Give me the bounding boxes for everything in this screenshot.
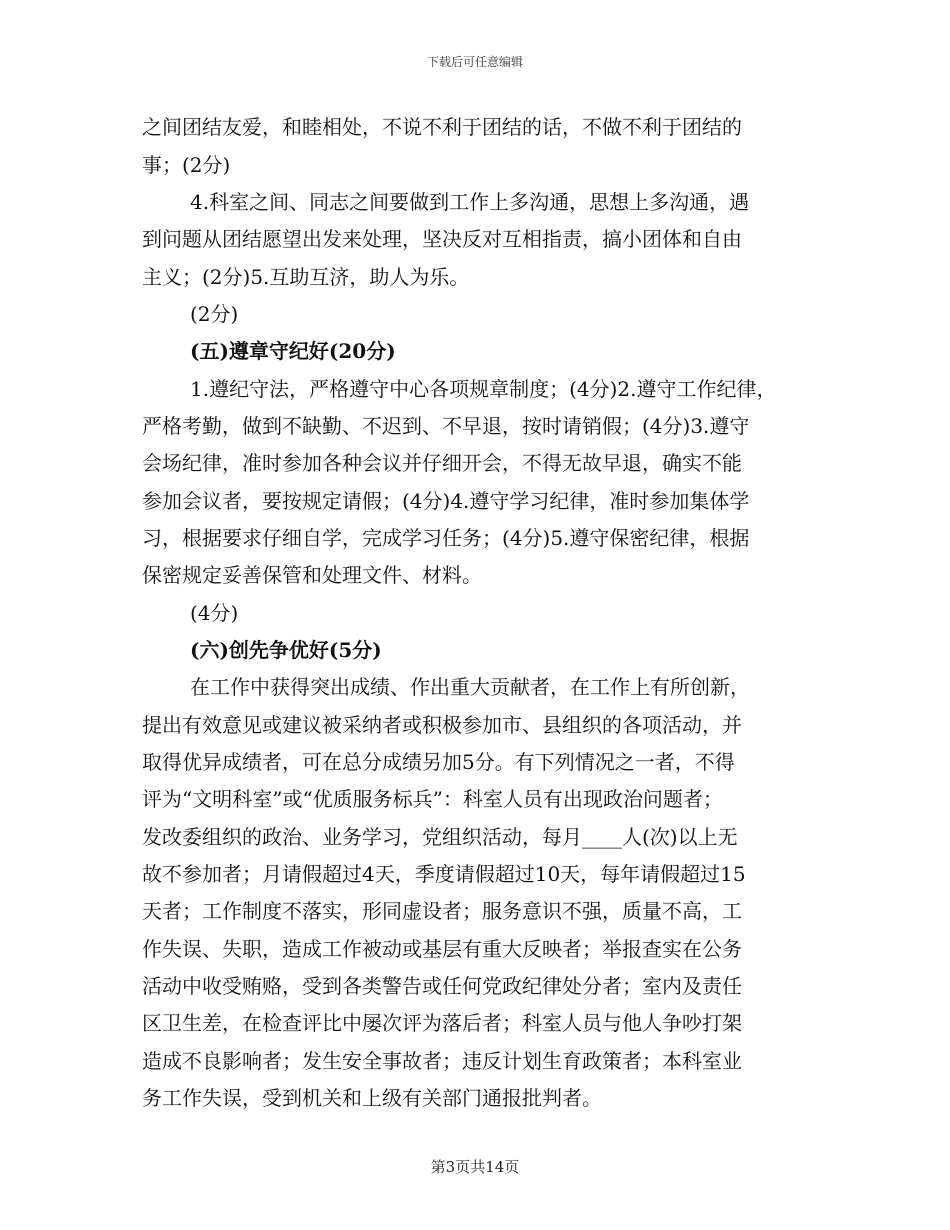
body-line: 事；(2分) [142, 153, 231, 177]
body-line: 1.遵纪守法，严格遵守中心各项规章制度；(4分)2.遵守工作纪律， [190, 377, 777, 401]
body-line: (2分) [190, 302, 239, 326]
body-line: 严格考勤，做到不缺勤、不迟到、不早退，按时请销假；(4分)3.遵守 [142, 414, 750, 438]
body-line: 到问题从团结愿望出发来处理，坚决反对互相指责，搞小团体和自由 [142, 227, 742, 251]
body-line: 参加会议者，要按规定请假；(4分)4.遵守学习纪律，准时参加集体学 [142, 489, 750, 513]
body-line: 故不参加者；月请假超过4天，季度请假超过10天，每年请假超过15 [142, 862, 746, 886]
body-line: 活动中收受贿赂，受到各类警告或任何党政纪律处分者；室内及责任 [142, 974, 742, 998]
body-line: 之间团结友爱，和睦相处，不说不利于团结的话，不做不利于团结的 [142, 115, 742, 139]
body-line: 主义；(2分)5.互助互济，助人为乐。 [142, 265, 470, 289]
body-line: 评为“文明科室”或“优质服务标兵”：科室人员有出现政治问题者； [142, 787, 723, 811]
body-line: 造成不良影响者；发生安全事故者；违反计划生育政策者；本科室业 [142, 1049, 742, 1073]
body-line: 务工作失误，受到机关和上级有关部门通报批判者。 [142, 1086, 602, 1110]
body-line: 发改委组织的政治、业务学习，党组织活动，每月____人(次)以上无 [142, 825, 738, 849]
body-line: 会场纪律，准时参加各种会议并仔细开会，不得无故早退，确实不能 [142, 451, 742, 475]
page-header: 下载后可任意编辑 [426, 55, 523, 69]
section-heading: (六)创先争优好(5分) [190, 638, 382, 662]
page-number-footer: 第3页共14页 [430, 1158, 520, 1176]
body-line: 区卫生差，在检查评比中屡次评为落后者；科室人员与他人争吵打架 [142, 1011, 742, 1035]
body-line: 天者；工作制度不落实，形同虚设者；服务意识不强，质量不高，工 [142, 899, 742, 923]
body-line: 习，根据要求仔细自学，完成学习任务；(4分)5.遵守保密纪律，根据 [142, 526, 750, 550]
section-heading: (五)遵章守纪好(20分) [190, 339, 396, 363]
body-line: 取得优异成绩者，可在总分成绩另加5分。有下列情况之一者，不得 [142, 750, 735, 774]
body-line: 4.科室之间、同志之间要做到工作上多沟通，思想上多沟通，遇 [190, 190, 750, 214]
body-line: 在工作中获得突出成绩、作出重大贡献者，在工作上有所创新， [190, 675, 750, 699]
body-line: 保密规定妥善保管和处理文件、材料。 [142, 563, 482, 587]
body-line: 作失误、失职，造成工作被动或基层有重大反映者；举报查实在公务 [142, 937, 742, 961]
body-line: 提出有效意见或建议被采纳者或积极参加市、县组织的各项活动，并 [142, 713, 742, 737]
body-line: (4分) [190, 601, 239, 625]
